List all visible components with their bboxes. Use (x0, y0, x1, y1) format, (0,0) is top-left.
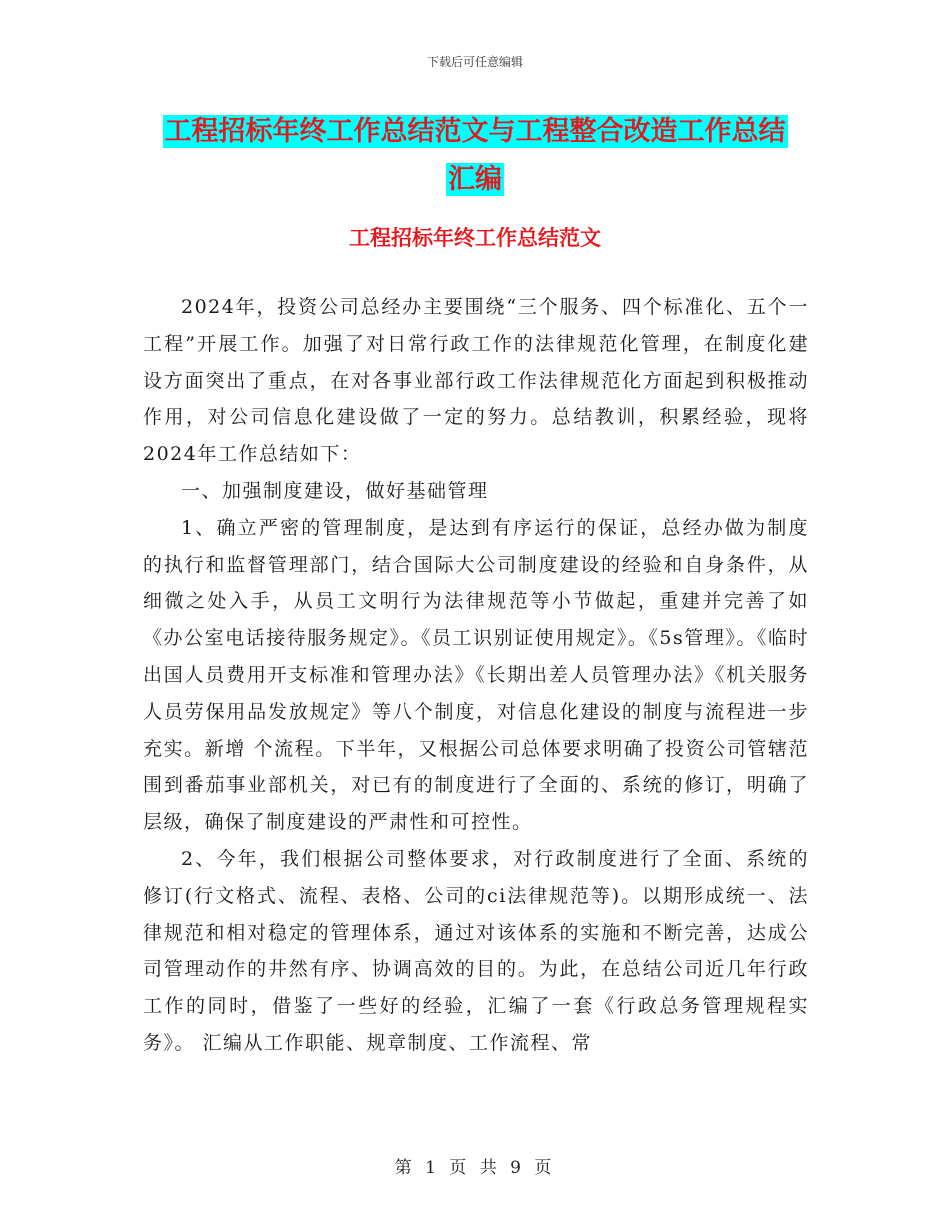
paragraph: 一、加强制度建设，做好基础管理 (181, 479, 489, 502)
paragraph: 2024年，投资公司总经办主要围绕“三个服务、四个标准化、五个一工程”开展工作。加强了对日常行政工作的法律规范化管理，在制度化建设方面突出了重点，在对各事业部行政工作法律规范化方面起到积极推动作用，对公司信息化建设做了一定的努力。总结教训，积累经验，现将2024年工作总结如下： (143, 296, 809, 466)
document-body (143, 289, 809, 1062)
document-title-line2: 汇编 (448, 164, 502, 195)
paragraph: 1、确立严密的管理制度，是达到有序运行的保证，总经办做为制度的执行和监督管理部门，结合国际大公司制度建设的经验和自身条件，从细微之处入手，从员工文明行为法律规范等小节做起，重建并完善了如《办公室电话接待服务规定》。《员工识别证使用规定》。《5s管理》。《临时出国人员费用开支标准和管理办法》《长期出差人员管理办法》《机关服务人员劳保用品发放规定》等八个制度，对信息化建设的制度与流程进一步充实。新增 个流程。下半年，又根据公司总体要求明确了投资公司管辖范围到番茄事业部机关，对已有的制度进行了全面的、系统的修订，明确了层级，确保了制度建设的严肃性和可控性。 (143, 516, 809, 834)
paragraph: 2、今年，我们根据公司整体要求，对行政制度进行了全面、系统的修订(行文格式、流程、表格、公司的ci法律规范等)。以期形成统一、法律规范和相对稳定的管理体系，通过对该体系的实施和不断完善，达成公司管理动作的井然有序、协调高效的目的。为此，在总结公司近几年行政工作的同时，借鉴了一些好的经验，汇编了一套《行政总务管理规程实务》。 汇编从工作职能、规章制度、工作流程、常 (143, 847, 809, 1054)
section-title: 工程招标年终工作总结范文 (349, 225, 601, 250)
page-footer: 第 1 页 共 9 页 (394, 1158, 556, 1178)
document-title-line1: 工程招标年终工作总结范文与工程整合改造工作总结 (164, 116, 786, 147)
header-note: 下载后可任意编辑 (426, 55, 523, 69)
document-title (0, 108, 950, 204)
